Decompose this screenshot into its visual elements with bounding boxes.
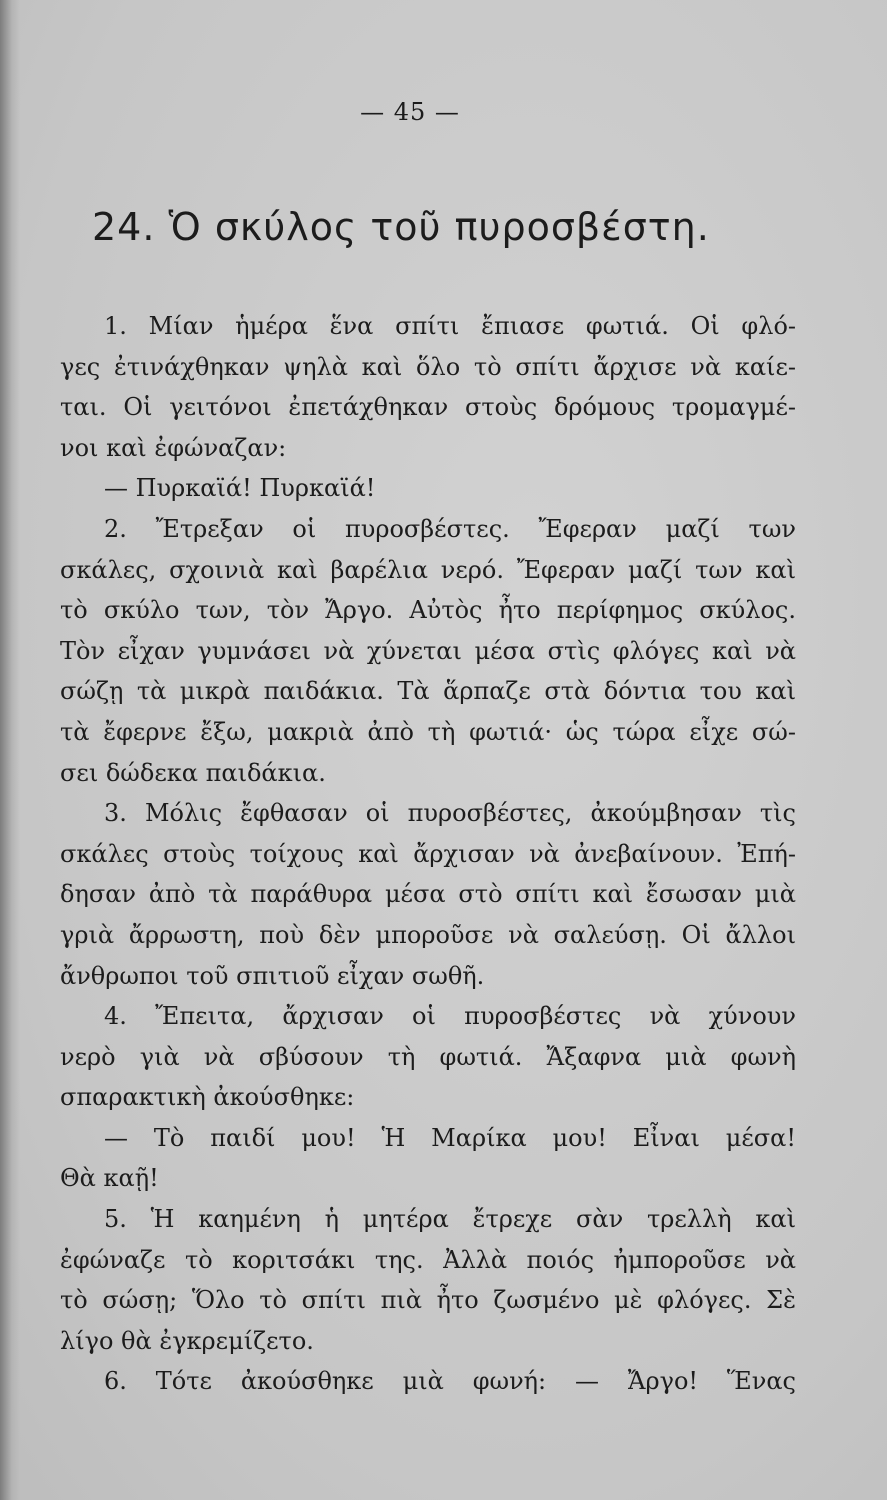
text-line: τὸ σώσῃ; Ὅλο τὸ σπίτι πιὰ ἦτο ζωσμένο μὲ φλόγες. Σὲ — [60, 1286, 796, 1315]
text-line: 2. Ἔτρεξαν οἱ πυροσβέστες. Ἔφεραν μαζί των — [104, 514, 796, 543]
text-line: γριὰ ἄρρωστη, ποὺ δὲν μποροῦσε νὰ σαλεύσῃ. Οἱ ἄλλοι — [60, 920, 796, 949]
text-line: 4. Ἔπειτα, ἄρχισαν οἱ πυροσβέστες νὰ χύνουν — [104, 1002, 796, 1031]
text-line: λίγο θὰ ἐγκρεμίζετο. — [60, 1326, 314, 1355]
text-line: γες ἐτινάχθηκαν ψηλὰ καὶ ὅλο τὸ σπίτι ἄρχισε νὰ καίε- — [60, 352, 796, 381]
text-line: 6. Τότε ἀκούσθηκε μιὰ φωνή: — Ἄργο! Ἕνας — [104, 1367, 796, 1396]
text-line: 1. Μίαν ἡμέρα ἕνα σπίτι ἔπιασε φωτιά. Οἱ φλό- — [104, 312, 796, 340]
page-number: — 45 — — [360, 98, 460, 126]
text-line: δησαν ἀπὸ τὰ παράθυρα μέσα στὸ σπίτι καὶ ἔσωσαν μιὰ — [60, 880, 796, 909]
text-line: σκάλες, σχοινιὰ καὶ βαρέλια νερό. Ἔφεραν μαζί των καὶ — [60, 555, 796, 584]
text-line: Θὰ καῇ! — [60, 1164, 159, 1193]
chapter-title: 24. Ὁ σκύλος τοῦ πυροσβέστη. — [92, 205, 710, 249]
text-line: Τὸν εἶχαν γυμνάσει νὰ χύνεται μέσα στὶς φλόγες καὶ νὰ — [60, 636, 796, 665]
text-line: ἐφώναζε τὸ κοριτσάκι της. Ἀλλὰ ποιός ἠμποροῦσε νὰ — [60, 1245, 796, 1274]
text-line: σκάλες στοὺς τοίχους καὶ ἄρχισαν νὰ ἀνεβαίνουν. Ἐπή- — [60, 839, 796, 868]
text-line: τὰ ἔφερνε ἔξω, μακριὰ ἀπὸ τὴ φωτιά· ὡς τώρα εἶχε σώ- — [60, 717, 796, 746]
text-line: ται. Οἱ γειτόνοι ἐπετάχθηκαν στοὺς δρόμους τρομαγμέ- — [60, 393, 796, 422]
text-line: — Πυρκαϊά! Πυρκαϊά! — [104, 474, 376, 503]
page-edge-shadow — [0, 0, 20, 1500]
text-line: σει δώδεκα παιδάκια. — [60, 758, 326, 787]
text-line: νοι καὶ ἐφώναζαν: — [60, 433, 287, 462]
text-line: — Τὸ παιδί μου! Ἡ Μαρίκα μου! Εἶναι μέσα! — [104, 1123, 796, 1152]
story-text — [60, 306, 796, 1402]
text-line: 5. Ἡ καημένη ἡ μητέρα ἔτρεχε σὰν τρελλὴ καὶ — [104, 1205, 796, 1234]
text-line: 3. Μόλις ἔφθασαν οἱ πυροσβέστες, ἀκούμβησαν τὶς — [104, 799, 796, 828]
text-line: σώζῃ τὰ μικρὰ παιδάκια. Τὰ ἅρπαζε στὰ δόντια του καὶ — [60, 677, 796, 706]
text-line: νερὸ γιὰ νὰ σβύσουν τὴ φωτιά. Ἄξαφνα μιὰ φωνὴ — [60, 1042, 796, 1071]
text-line: τὸ σκύλο των, τὸν Ἄργο. Αὐτὸς ἦτο περίφημος σκύλος. — [60, 596, 796, 625]
text-line: ἄνθρωποι τοῦ σπιτιοῦ εἶχαν σωθῆ. — [60, 961, 485, 990]
text-line: σπαρακτικὴ ἀκούσθηκε: — [60, 1083, 355, 1112]
